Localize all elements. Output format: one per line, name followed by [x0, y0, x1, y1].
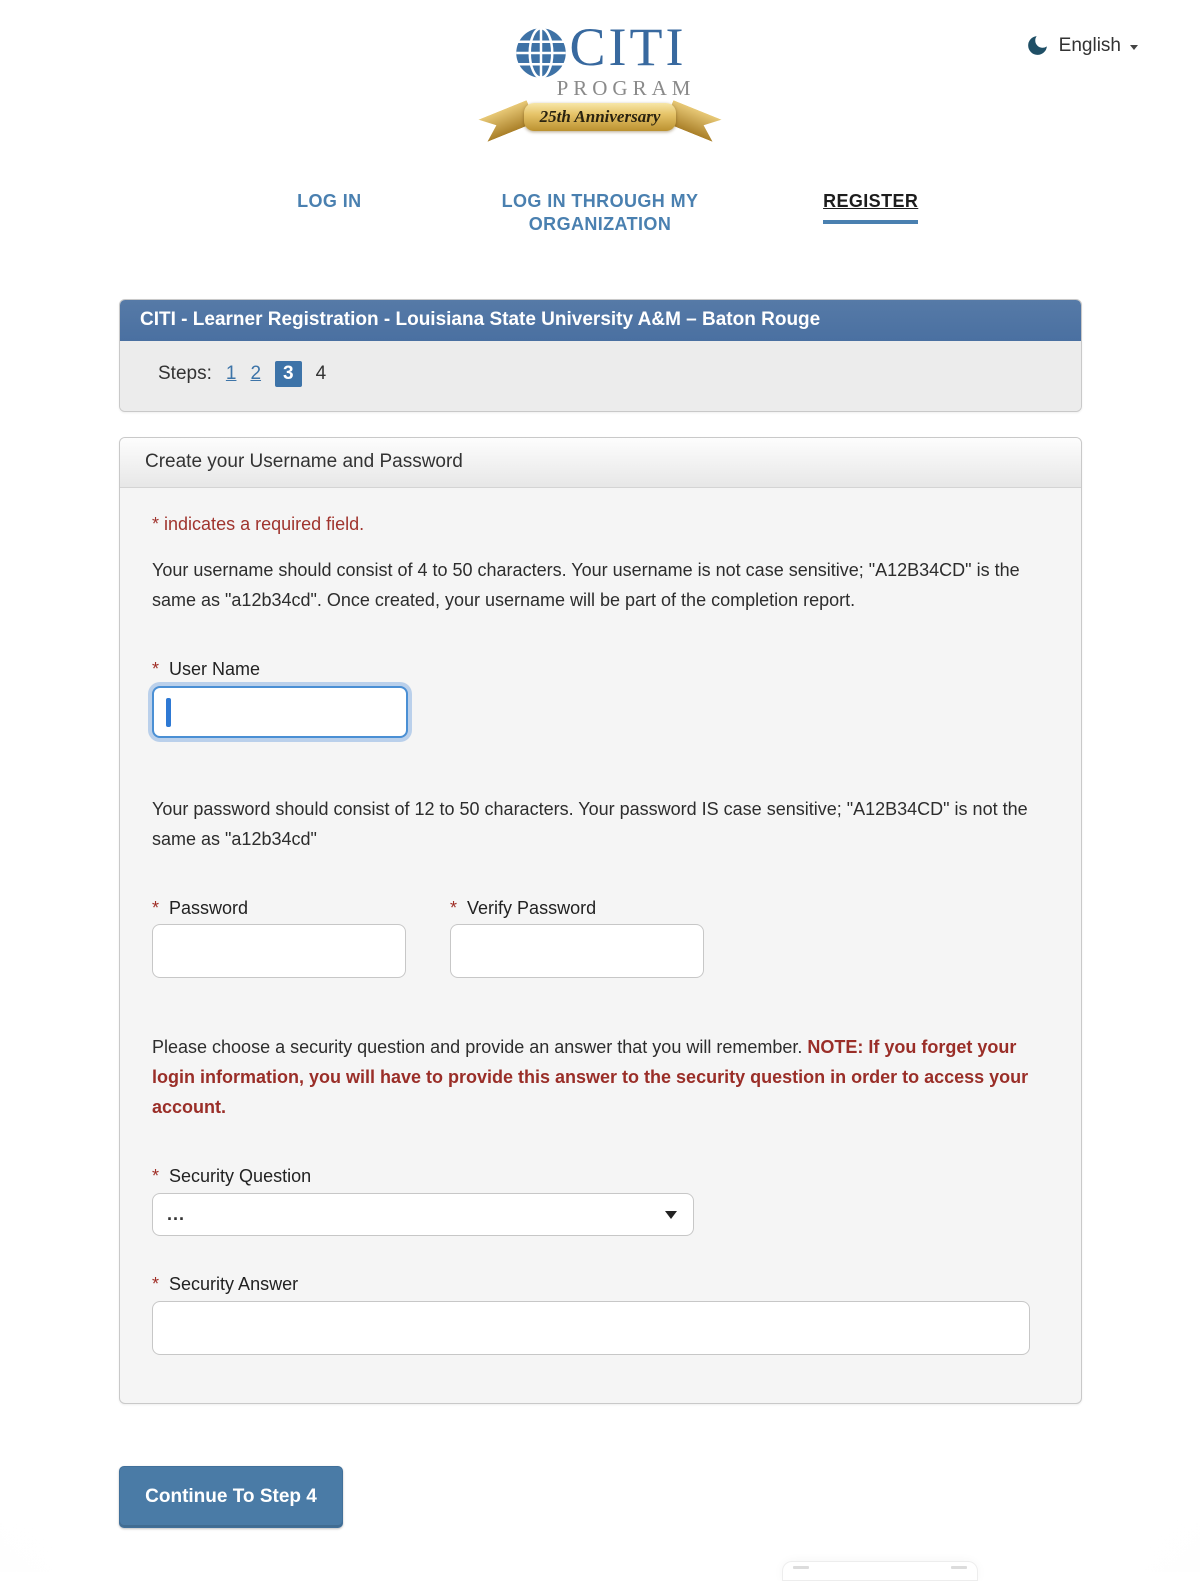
- steps-row: [120, 341, 1081, 411]
- language-label[interactable]: English: [1058, 34, 1121, 56]
- tab-log-in-through-organization[interactable]: LOG IN THROUGH MY ORGANIZATION: [501, 191, 699, 234]
- logo-wordmark: CITI: [569, 17, 687, 77]
- step-4: 4: [315, 363, 327, 384]
- password-input[interactable]: [152, 924, 406, 978]
- tab-register[interactable]: REGISTER: [735, 190, 1006, 236]
- required-marker: *: [152, 659, 160, 679]
- step-2-link[interactable]: 2: [250, 363, 262, 384]
- continue-to-step-4-button[interactable]: Continue To Step 4: [119, 1466, 343, 1528]
- panel-title: Create your Username and Password: [120, 438, 1081, 488]
- security-answer-label: * Security Answer: [152, 1274, 299, 1294]
- bottom-popup-widget: [782, 1561, 978, 1581]
- verify-password-label: * Verify Password: [450, 898, 597, 918]
- required-marker: *: [152, 1166, 160, 1186]
- required-marker: *: [450, 898, 458, 918]
- steps-label: Steps:: [158, 363, 212, 384]
- step-1-link[interactable]: 1: [225, 363, 237, 384]
- auth-nav: [194, 190, 1006, 236]
- moon-icon[interactable]: [1025, 33, 1050, 58]
- text-cursor: [166, 698, 171, 727]
- citi-program-logo[interactable]: [475, 17, 725, 141]
- security-question-select[interactable]: [152, 1193, 694, 1236]
- registration-title: CITI - Learner Registration - Louisiana State University A&M – Baton Rouge: [120, 300, 1081, 341]
- username-label: * User Name: [152, 659, 261, 679]
- anniversary-banner-text: 25th Anniversary: [524, 103, 677, 131]
- security-answer-input[interactable]: [152, 1301, 1030, 1355]
- anniversary-ribbon: [475, 103, 725, 141]
- password-help-text: Your password should consist of 12 to 50 characters. Your password IS case sensitive; "A12B34CD" is not the same as "a12b34cd": [152, 799, 1028, 849]
- widget-decoration: [951, 1566, 967, 1569]
- language-selector[interactable]: [1025, 33, 1138, 58]
- select-caret-icon: [665, 1211, 677, 1219]
- username-field-wrap: [152, 686, 408, 738]
- password-inputs-row: [152, 924, 1049, 978]
- panel-body: [120, 488, 1081, 1403]
- security-help-black: Please choose a security question and provide an answer that you will remember.: [152, 1037, 803, 1057]
- step-3-current: 3: [275, 361, 302, 387]
- logo-subtitle: PROGRAM: [556, 76, 696, 100]
- select-value: ...: [167, 1204, 186, 1224]
- password-label: * Password: [152, 898, 249, 918]
- required-marker: *: [152, 514, 160, 534]
- username-input[interactable]: [152, 686, 408, 738]
- security-question-label: * Security Question: [152, 1166, 312, 1186]
- registration-header-panel: [119, 299, 1082, 412]
- password-labels-row: [152, 898, 1049, 919]
- security-question-help-text: [152, 1032, 1032, 1122]
- required-marker: *: [152, 898, 160, 918]
- username-help-text: Your username should consist of 4 to 50 characters. Your username is not case sensitive; "A12B34CD" is the same as "a12b34cd". Once created, your username will be part of the completion report.: [152, 560, 1020, 610]
- globe-icon: [514, 26, 568, 80]
- required-marker: *: [152, 1274, 160, 1294]
- tab-log-in[interactable]: LOG IN: [297, 191, 362, 211]
- caret-down-icon: [1130, 45, 1138, 50]
- verify-password-input[interactable]: [450, 924, 704, 978]
- required-field-note: * indicates a required field.: [152, 514, 365, 534]
- create-credentials-panel: [119, 437, 1082, 1404]
- security-help-note: NOTE: If you forget your login information, you will have to provide this answer to the security question in order to access your account.: [152, 1037, 1029, 1117]
- widget-decoration: [793, 1566, 809, 1569]
